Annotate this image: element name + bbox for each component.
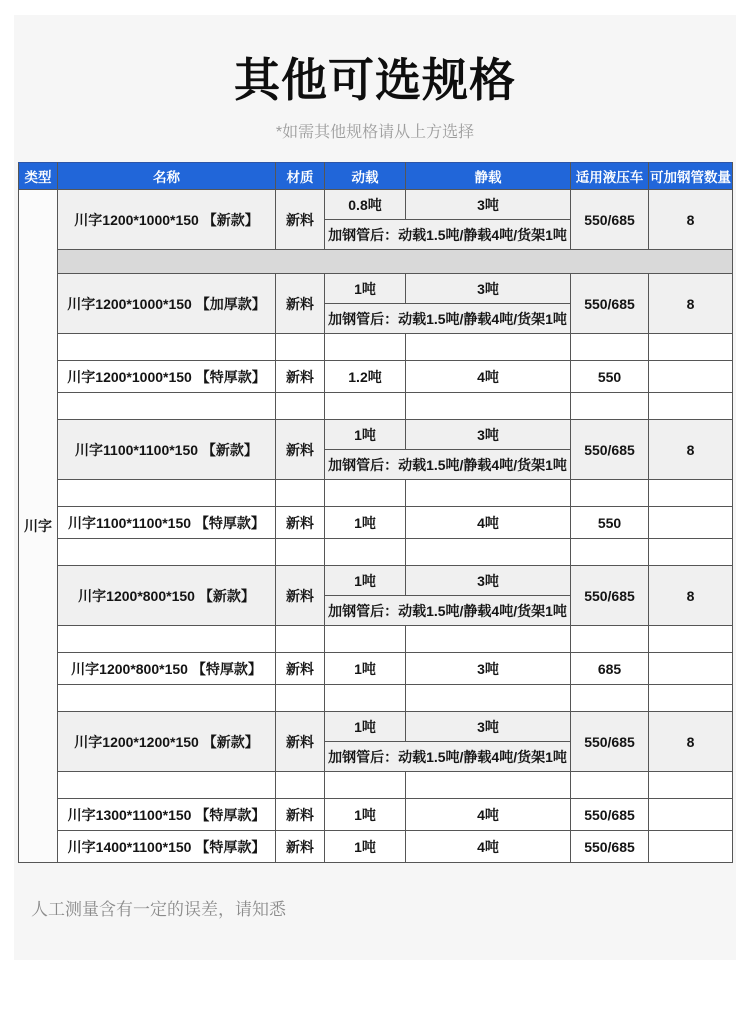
spacer-cell — [276, 685, 325, 712]
spacer-cell — [649, 772, 733, 799]
cell-pipes — [649, 831, 733, 863]
spacer-cell — [406, 334, 571, 361]
spacer-cell — [406, 626, 571, 653]
spacer-cell — [406, 539, 571, 566]
column-header: 名称 — [58, 163, 276, 190]
spacer-cell — [58, 626, 276, 653]
spacer-cell — [58, 539, 276, 566]
cell-truck: 550/685 — [571, 420, 649, 480]
cell-name: 川字1400*1100*150 【特厚款】 — [58, 831, 276, 863]
table-row — [19, 653, 733, 685]
cell-pipes — [649, 799, 733, 831]
footer-note: 人工测量含有一定的误差，请知悉 — [31, 900, 286, 919]
cell-material: 新料 — [276, 361, 325, 393]
spacer-cell — [571, 772, 649, 799]
spacer-cell — [649, 626, 733, 653]
spacer-cell — [571, 480, 649, 507]
table-row — [19, 274, 733, 304]
cell-dynamic-load: 1吨 — [325, 712, 406, 742]
cell-truck: 550/685 — [571, 831, 649, 863]
cell-material: 新料 — [276, 507, 325, 539]
cell-truck: 550/685 — [571, 190, 649, 250]
cell-name: 川字1300*1100*150 【特厚款】 — [58, 799, 276, 831]
spacer-row — [19, 393, 733, 420]
spacer-row — [19, 685, 733, 712]
spacer-row — [19, 480, 733, 507]
cell-truck: 550/685 — [571, 712, 649, 772]
cell-after-pipes: 加钢管后：动载1.5吨/静载4吨/货架1吨 — [325, 742, 571, 772]
cell-truck: 685 — [571, 653, 649, 685]
spec-table-header — [19, 163, 733, 190]
spacer-cell — [325, 480, 406, 507]
spacer-cell — [406, 772, 571, 799]
page-title: 其他可选规格 — [234, 54, 516, 106]
spacer-row — [19, 772, 733, 799]
cell-static-load: 3吨 — [406, 653, 571, 685]
cell-dynamic-load: 1吨 — [325, 653, 406, 685]
table-row — [19, 190, 733, 220]
spacer-cell — [276, 539, 325, 566]
column-header: 动载 — [325, 163, 406, 190]
cell-name: 川字1200*1200*150 【新款】 — [58, 712, 276, 772]
spacer-cell — [276, 393, 325, 420]
column-header: 静载 — [406, 163, 571, 190]
cell-static-load: 4吨 — [406, 507, 571, 539]
gray-spacer-cell — [58, 250, 733, 274]
cell-dynamic-load: 1吨 — [325, 420, 406, 450]
spacer-cell — [325, 393, 406, 420]
cell-name: 川字1200*800*150 【新款】 — [58, 566, 276, 626]
cell-dynamic-load: 1吨 — [325, 799, 406, 831]
cell-after-pipes: 加钢管后：动载1.5吨/静载4吨/货架1吨 — [325, 596, 571, 626]
cell-static-load: 4吨 — [406, 831, 571, 863]
cell-static-load: 3吨 — [406, 712, 571, 742]
cell-static-load: 3吨 — [406, 190, 571, 220]
spacer-cell — [58, 480, 276, 507]
cell-truck: 550/685 — [571, 274, 649, 334]
cell-static-load: 4吨 — [406, 361, 571, 393]
spec-card — [14, 15, 736, 960]
column-header: 类型 — [19, 163, 58, 190]
cell-material: 新料 — [276, 799, 325, 831]
table-row — [19, 420, 733, 450]
cell-pipes — [649, 507, 733, 539]
type-cell: 川字 — [19, 190, 58, 863]
cell-material: 新料 — [276, 190, 325, 250]
cell-pipes: 8 — [649, 420, 733, 480]
page-subtitle: *如需其他规格请从上方选择 — [275, 124, 475, 141]
table-row — [19, 566, 733, 596]
cell-material: 新料 — [276, 831, 325, 863]
cell-static-load: 3吨 — [406, 566, 571, 596]
spacer-cell — [649, 685, 733, 712]
column-header: 可加钢管数量 — [649, 163, 733, 190]
spacer-cell — [406, 685, 571, 712]
spacer-cell — [58, 685, 276, 712]
spacer-row — [19, 539, 733, 566]
spacer-cell — [571, 626, 649, 653]
cell-name: 川字1100*1100*150 【新款】 — [58, 420, 276, 480]
spacer-cell — [58, 334, 276, 361]
cell-truck: 550/685 — [571, 566, 649, 626]
spacer-cell — [58, 393, 276, 420]
table-row — [19, 507, 733, 539]
cell-material: 新料 — [276, 712, 325, 772]
spacer-cell — [325, 334, 406, 361]
header-row — [19, 163, 733, 190]
cell-after-pipes: 加钢管后：动载1.5吨/静载4吨/货架1吨 — [325, 220, 571, 250]
cell-after-pipes: 加钢管后：动载1.5吨/静载4吨/货架1吨 — [325, 304, 571, 334]
cell-name: 川字1200*1000*150 【特厚款】 — [58, 361, 276, 393]
cell-name: 川字1200*1000*150 【新款】 — [58, 190, 276, 250]
spacer-cell — [571, 393, 649, 420]
cell-truck: 550 — [571, 507, 649, 539]
spacer-cell — [276, 334, 325, 361]
spacer-cell — [649, 539, 733, 566]
gray-spacer-row — [19, 250, 733, 274]
table-row — [19, 712, 733, 742]
spacer-cell — [276, 626, 325, 653]
cell-truck: 550/685 — [571, 799, 649, 831]
cell-name: 川字1200*800*150 【特厚款】 — [58, 653, 276, 685]
cell-truck: 550 — [571, 361, 649, 393]
column-header: 材质 — [276, 163, 325, 190]
cell-dynamic-load: 1.2吨 — [325, 361, 406, 393]
spacer-cell — [571, 685, 649, 712]
spacer-cell — [325, 539, 406, 566]
cell-static-load: 3吨 — [406, 420, 571, 450]
cell-pipes: 8 — [649, 566, 733, 626]
cell-dynamic-load: 1吨 — [325, 831, 406, 863]
cell-name: 川字1200*1000*150 【加厚款】 — [58, 274, 276, 334]
spacer-cell — [649, 480, 733, 507]
spacer-cell — [406, 480, 571, 507]
cell-pipes: 8 — [649, 712, 733, 772]
cell-dynamic-load: 0.8吨 — [325, 190, 406, 220]
cell-material: 新料 — [276, 420, 325, 480]
column-header: 适用液压车 — [571, 163, 649, 190]
cell-pipes: 8 — [649, 274, 733, 334]
spacer-cell — [325, 772, 406, 799]
cell-dynamic-load: 1吨 — [325, 507, 406, 539]
cell-dynamic-load: 1吨 — [325, 274, 406, 304]
cell-name: 川字1100*1100*150 【特厚款】 — [58, 507, 276, 539]
spacer-row — [19, 626, 733, 653]
spec-table-body — [19, 190, 733, 863]
cell-after-pipes: 加钢管后：动载1.5吨/静载4吨/货架1吨 — [325, 450, 571, 480]
cell-dynamic-load: 1吨 — [325, 566, 406, 596]
cell-material: 新料 — [276, 566, 325, 626]
cell-static-load: 3吨 — [406, 274, 571, 304]
spacer-cell — [649, 393, 733, 420]
table-row — [19, 831, 733, 863]
spacer-cell — [276, 772, 325, 799]
spacer-cell — [406, 393, 571, 420]
spacer-cell — [58, 772, 276, 799]
spacer-cell — [649, 334, 733, 361]
spacer-row — [19, 334, 733, 361]
spacer-cell — [276, 480, 325, 507]
table-row — [19, 361, 733, 393]
cell-static-load: 4吨 — [406, 799, 571, 831]
cell-pipes: 8 — [649, 190, 733, 250]
cell-pipes — [649, 361, 733, 393]
spec-table — [18, 162, 733, 863]
spacer-cell — [325, 626, 406, 653]
spacer-cell — [325, 685, 406, 712]
spacer-cell — [571, 334, 649, 361]
cell-material: 新料 — [276, 653, 325, 685]
cell-material: 新料 — [276, 274, 325, 334]
cell-pipes — [649, 653, 733, 685]
table-row — [19, 799, 733, 831]
spacer-cell — [571, 539, 649, 566]
